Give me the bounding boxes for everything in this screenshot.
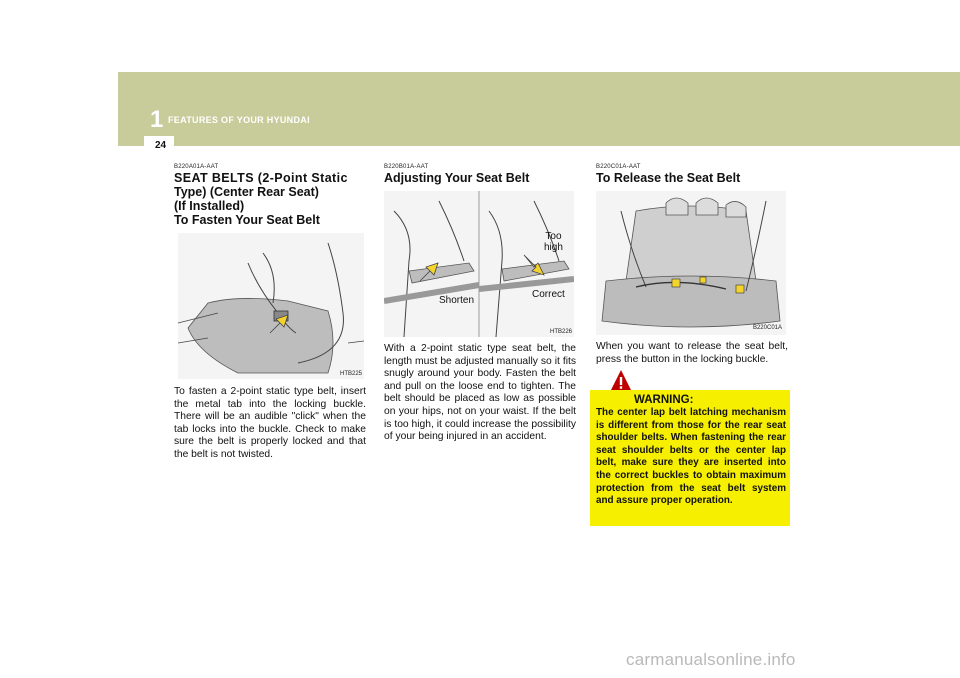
chapter-number: 1	[150, 106, 164, 133]
column-release-belt	[596, 164, 788, 366]
person-buckling-illustration	[178, 233, 364, 379]
heading-line: (If Installed)	[174, 199, 245, 213]
figure-fasten-illustration	[178, 233, 364, 379]
rear-seat-illustration	[596, 191, 786, 335]
heading-line: Type) (Center Rear Seat)	[174, 185, 319, 199]
chapter-title: FEATURES OF YOUR HYUNDAI	[168, 115, 310, 125]
body-text: To fasten a 2-point static type belt, insert the metal tab into the locking buckle. There will be an audible "click" when the tab locks into the buckle. Check to make sure the belt is properly locked and that the belt is not twisted.	[174, 386, 366, 460]
section-heading: To Release the Seat Belt	[596, 171, 741, 185]
warning-title: WARNING:	[634, 394, 694, 406]
callout-line: Too	[545, 231, 562, 242]
watermark: carmanualsonline.info	[626, 650, 796, 669]
section-code: B220C01A-AAT	[596, 164, 641, 170]
heading-line: SEAT BELTS (2-Point Static	[174, 171, 348, 185]
warning-icon	[610, 369, 632, 391]
column-adjust-belt	[384, 164, 576, 444]
section-code: B220B01A-AAT	[384, 164, 429, 170]
belt-adjust-illustration	[384, 191, 574, 337]
figure-release-illustration	[596, 191, 786, 335]
column-fasten-belt	[174, 164, 366, 462]
heading-line: To Fasten Your Seat Belt	[174, 213, 320, 227]
chapter-header-band	[118, 72, 960, 146]
warning-text: The center lap belt latching mechanism is different from those for the rear seat shoulder belts. When fastening the rear seat shoulder belts or the center lap belt, make sure they are inserted into the correct buckles to obtain maximum protection from the seat belt system and assure proper operation.	[596, 407, 786, 507]
body-text: With a 2-point static type seat belt, the length must be adjusted manually so it fits snugly around your body. Fasten the belt and pull on the loose end to tighten. The belt should be placed as low as possible on your hips, not on your waist. If the belt is too high, it could increase the possibility of your being injured in an accident.	[384, 343, 576, 443]
section-heading	[174, 171, 366, 227]
figure-label: HTB226	[549, 329, 572, 335]
page-number: 24	[155, 140, 167, 151]
callout-line: high	[544, 242, 563, 253]
callout-correct: Correct	[532, 289, 565, 300]
section-heading: Adjusting Your Seat Belt	[384, 171, 530, 185]
callout-shorten: Shorten	[439, 295, 475, 306]
figure-label: HTB225	[339, 371, 362, 377]
section-code: B220A01A-AAT	[174, 164, 219, 170]
callout-too-high	[544, 231, 563, 253]
figure-adjust-illustration	[384, 191, 574, 337]
figure-label: B220C01A	[752, 325, 782, 331]
body-text: When you want to release the seat belt, press the button in the locking buckle.	[596, 341, 788, 365]
